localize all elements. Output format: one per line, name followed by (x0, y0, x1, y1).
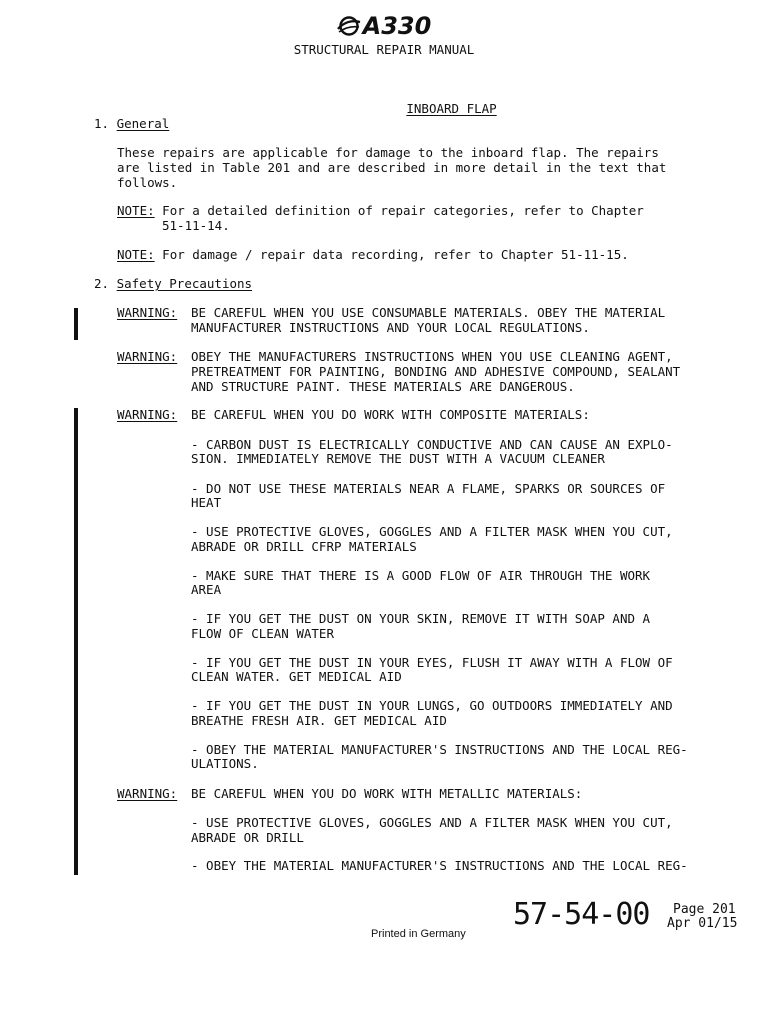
composite-item: - IF YOU GET THE DUST IN YOUR EYES, FLUSH IT AWAY WITH A FLOW OF (191, 655, 673, 670)
warning-text-line: AND STRUCTURE PAINT. THESE MATERIALS ARE DANGEROUS. (191, 379, 575, 394)
printed-in: Printed in Germany (371, 928, 466, 940)
composite-item: HEAT (191, 495, 222, 510)
composite-item: - CARBON DUST IS ELECTRICALLY CONDUCTIVE AND CAN CAUSE AN EXPLO- (191, 437, 673, 452)
general-para-line: are listed in Table 201 and are described in more detail in the text that (117, 160, 667, 175)
composite-item: SION. IMMEDIATELY REMOVE THE DUST WITH A VACUUM CLEANER (191, 451, 605, 466)
page-number: Page 201 (673, 902, 736, 917)
metallic-item: - USE PROTECTIVE GLOVES, GOGGLES AND A FILTER MASK WHEN YOU CUT, (191, 815, 673, 830)
warning-label: WARNING: (117, 407, 178, 422)
note-repair-categories: NOTE: For a detailed definition of repair categories, refer to Chapter (117, 203, 644, 218)
composite-item: AREA (191, 582, 222, 597)
warning-label: WARNING: (117, 349, 178, 364)
composite-item: FLOW OF CLEAN WATER (191, 626, 334, 641)
composite-item: ULATIONS. (191, 756, 259, 771)
metallic-item: - OBEY THE MATERIAL MANUFACTURER'S INSTRUCTIONS AND THE LOCAL REG- (191, 858, 688, 873)
composite-item: - USE PROTECTIVE GLOVES, GOGGLES AND A FILTER MASK WHEN YOU CUT, (191, 524, 673, 539)
chapter-code: 57-54-00 (513, 897, 650, 932)
note-damage-recording: NOTE: For damage / repair data recording, refer to Chapter 51-11-15. (117, 247, 629, 262)
composite-item: - IF YOU GET THE DUST IN YOUR LUNGS, GO OUTDOORS IMMEDIATELY AND (191, 698, 673, 713)
warning-text-line: MANUFACTURER INSTRUCTIONS AND YOUR LOCAL REGULATIONS. (191, 320, 590, 335)
warning-text-line: BE CAREFUL WHEN YOU DO WORK WITH METALLIC MATERIALS: (191, 786, 583, 801)
warning-text-line: OBEY THE MANUFACTURERS INSTRUCTIONS WHEN YOU USE CLEANING AGENT, (191, 349, 673, 364)
aircraft-model: A330 (362, 12, 432, 40)
general-heading: 1. General (94, 116, 170, 131)
general-para-line: follows. (117, 175, 178, 190)
section-title: INBOARD FLAP (406, 101, 497, 116)
composite-item: - IF YOU GET THE DUST ON YOUR SKIN, REMOVE IT WITH SOAP AND A (191, 611, 651, 626)
composite-item: ABRADE OR DRILL CFRP MATERIALS (191, 539, 417, 554)
revision-date: Apr 01/15 (667, 916, 738, 931)
note-repair-categories-cont: 51-11-14. (162, 218, 230, 233)
revision-bar (74, 408, 78, 875)
revision-bar (74, 308, 78, 340)
document-logo (0, 12, 768, 40)
composite-item: - MAKE SURE THAT THERE IS A GOOD FLOW OF AIR THROUGH THE WORK (191, 568, 651, 583)
composite-item: - DO NOT USE THESE MATERIALS NEAR A FLAME, SPARKS OR SOURCES OF (191, 481, 666, 496)
manual-title: STRUCTURAL REPAIR MANUAL (293, 42, 475, 57)
composite-item: BREATHE FRESH AIR. GET MEDICAL AID (191, 713, 447, 728)
safety-heading: 2. Safety Precautions (94, 276, 253, 291)
warning-text-line: PRETREATMENT FOR PAINTING, BONDING AND ADHESIVE COMPOUND, SEALANT (191, 364, 681, 379)
warning-label: WARNING: (117, 786, 178, 801)
general-para-line: These repairs are applicable for damage to the inboard flap. The repairs (117, 145, 659, 160)
warning-text-line: BE CAREFUL WHEN YOU DO WORK WITH COMPOSITE MATERIALS: (191, 407, 590, 422)
metallic-item: ABRADE OR DRILL (191, 830, 304, 845)
airbus-logo-icon (337, 16, 361, 36)
warning-text-line: BE CAREFUL WHEN YOU USE CONSUMABLE MATERIALS. OBEY THE MATERIAL (191, 305, 666, 320)
composite-item: CLEAN WATER. GET MEDICAL AID (191, 669, 402, 684)
warning-label: WARNING: (117, 305, 178, 320)
composite-item: - OBEY THE MATERIAL MANUFACTURER'S INSTRUCTIONS AND THE LOCAL REG- (191, 742, 688, 757)
